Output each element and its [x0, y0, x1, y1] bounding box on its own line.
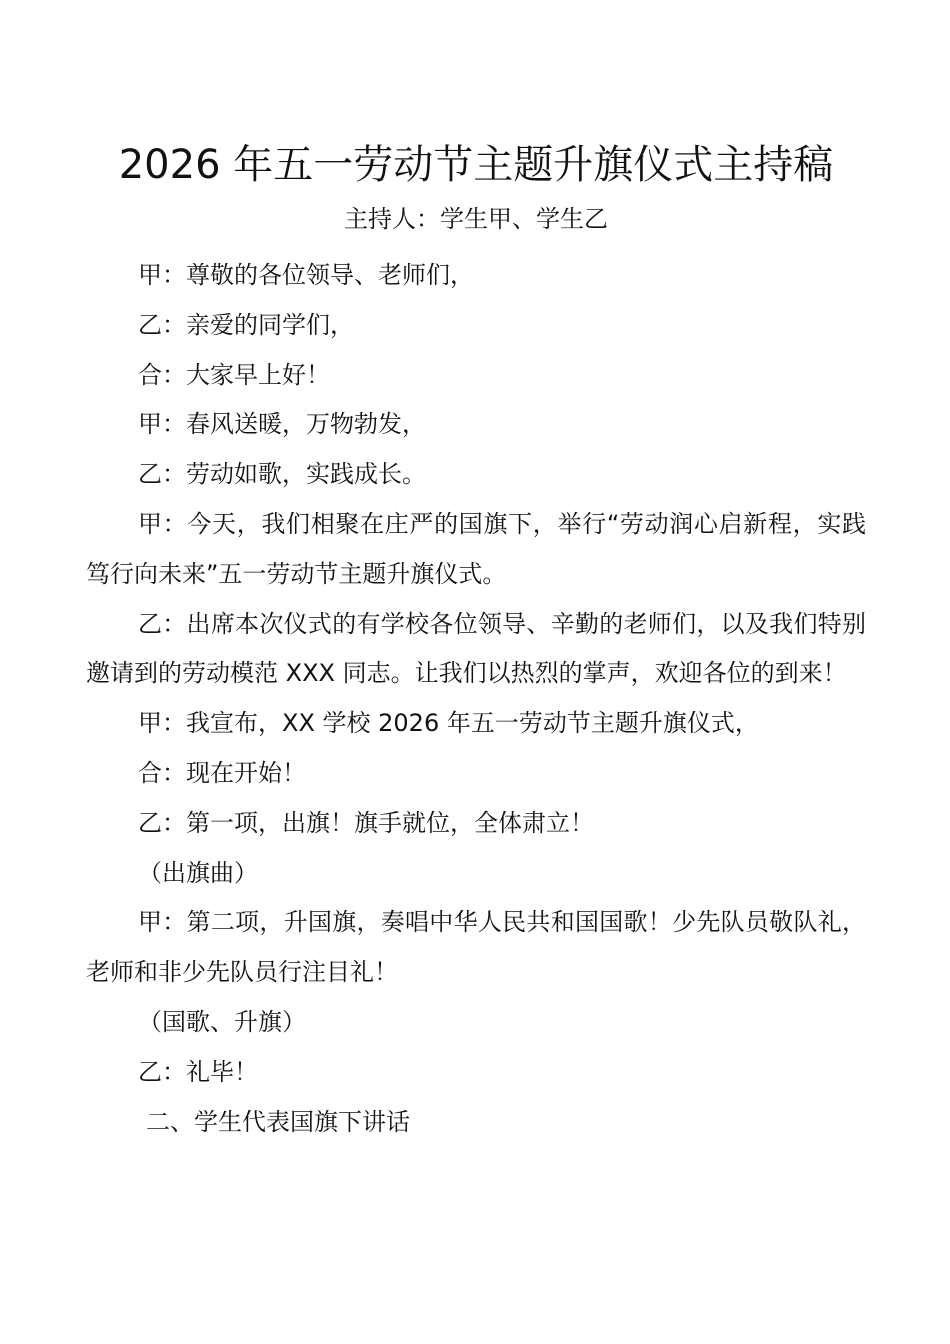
paragraph: 甲：第二项，升国旗，奏唱中华人民共和国国歌！少先队员敬队礼，老师和非少先队员行注目礼！: [86, 908, 866, 987]
paragraph: 甲：春风送暖，万物勃发，: [138, 410, 426, 439]
hosts-line: 主持人：学生甲、学生乙: [344, 205, 608, 233]
paragraph: 甲：尊敬的各位领导、老师们，: [138, 261, 474, 289]
document-title: 2026 年五一劳动节主题升旗仪式主持稿: [118, 142, 834, 188]
paragraph: 乙：礼毕！: [138, 1057, 258, 1086]
section-heading: 二、学生代表国旗下讲话: [146, 1107, 410, 1136]
document-body: [86, 251, 866, 1147]
stage-direction: （出旗曲）: [138, 858, 258, 887]
stage-direction: （国歌、升旗）: [138, 1007, 306, 1036]
paragraph: 乙：亲爱的同学们，: [138, 310, 354, 339]
paragraph: 乙：劳动如歌，实践成长。: [138, 460, 426, 489]
paragraph: 合：现在开始！: [138, 758, 306, 787]
paragraph: 甲：今天，我们相聚在庄严的国旗下，举行“劳动润心启新程，实践笃行向未来”五一劳动节主题升旗仪式。: [86, 509, 866, 588]
paragraph: 乙：出席本次仪式的有学校各位领导、辛勤的老师们，以及我们特别邀请到的劳动模范 XXX 同志。让我们以热烈的掌声，欢迎各位的到来！: [86, 609, 866, 688]
paragraph: 合：大家早上好！: [138, 360, 330, 389]
paragraph: 甲：我宣布，XX 学校 2026 年五一劳动节主题升旗仪式，: [138, 709, 759, 738]
paragraph: 乙：第一项，出旗！旗手就位，全体肃立！: [138, 808, 594, 837]
